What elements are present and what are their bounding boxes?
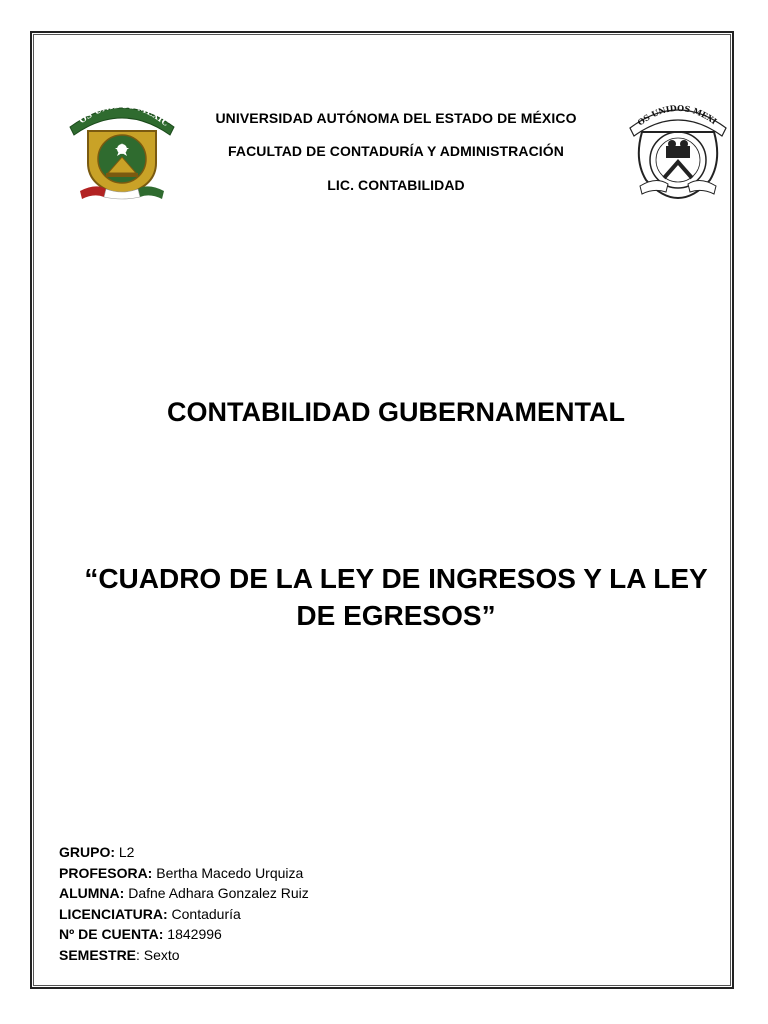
university-name: UNIVERSIDAD AUTÓNOMA DEL ESTADO DE MÉXICO <box>215 110 577 126</box>
info-label: Nº DE CUENTA: <box>59 926 164 943</box>
subject-title: CONTABILIDAD GUBERNAMENTAL <box>167 397 625 427</box>
document-title <box>40 560 752 634</box>
info-value: 1842996 <box>163 926 222 943</box>
info-label: GRUPO: <box>59 844 115 860</box>
info-value: Contaduría <box>167 905 241 922</box>
info-value: Bertha Macedo Urquiza <box>152 864 304 881</box>
info-label: PROFESORA: <box>59 864 153 881</box>
info-row-semestre <box>59 945 309 966</box>
info-value: : Sexto <box>136 946 180 963</box>
svg-text:ESTADOS UNIDOS MEXICANOS: OS UNIDOS MEXIC <box>77 100 171 129</box>
svg-text:ESTADOS UNIDOS MEXICANOS: OS UNIDOS MEXI <box>635 102 719 128</box>
info-label: ALUMNA: <box>59 885 125 902</box>
info-label: LICENCIATURA: <box>59 905 168 922</box>
program-name: LIC. CONTABILIDAD <box>327 177 465 193</box>
info-row-profesora <box>59 863 309 884</box>
faculty-name: FACULTAD DE CONTADURÍA Y ADMINISTRACIÓN <box>227 143 564 159</box>
info-row-licenciatura <box>59 904 309 925</box>
document-title-line-1: “CUADRO DE LA LEY DE INGRESOS Y LA LEY <box>84 563 708 594</box>
info-label: SEMESTRE <box>59 946 137 963</box>
university-crest-logo <box>66 97 178 201</box>
info-value: Dafne Adhara Gonzalez Ruiz <box>124 885 309 902</box>
info-row-grupo <box>59 842 309 863</box>
info-row-alumna <box>59 883 309 904</box>
bw-faculty-seal-icon <box>626 100 730 202</box>
student-info-block <box>59 842 309 966</box>
info-value: L2 <box>115 844 135 860</box>
info-row-cuenta <box>59 924 309 945</box>
faculty-seal-logo <box>626 100 730 202</box>
color-university-crest-icon <box>66 97 178 201</box>
document-title-line-2: DE EGRESOS” <box>296 600 496 631</box>
